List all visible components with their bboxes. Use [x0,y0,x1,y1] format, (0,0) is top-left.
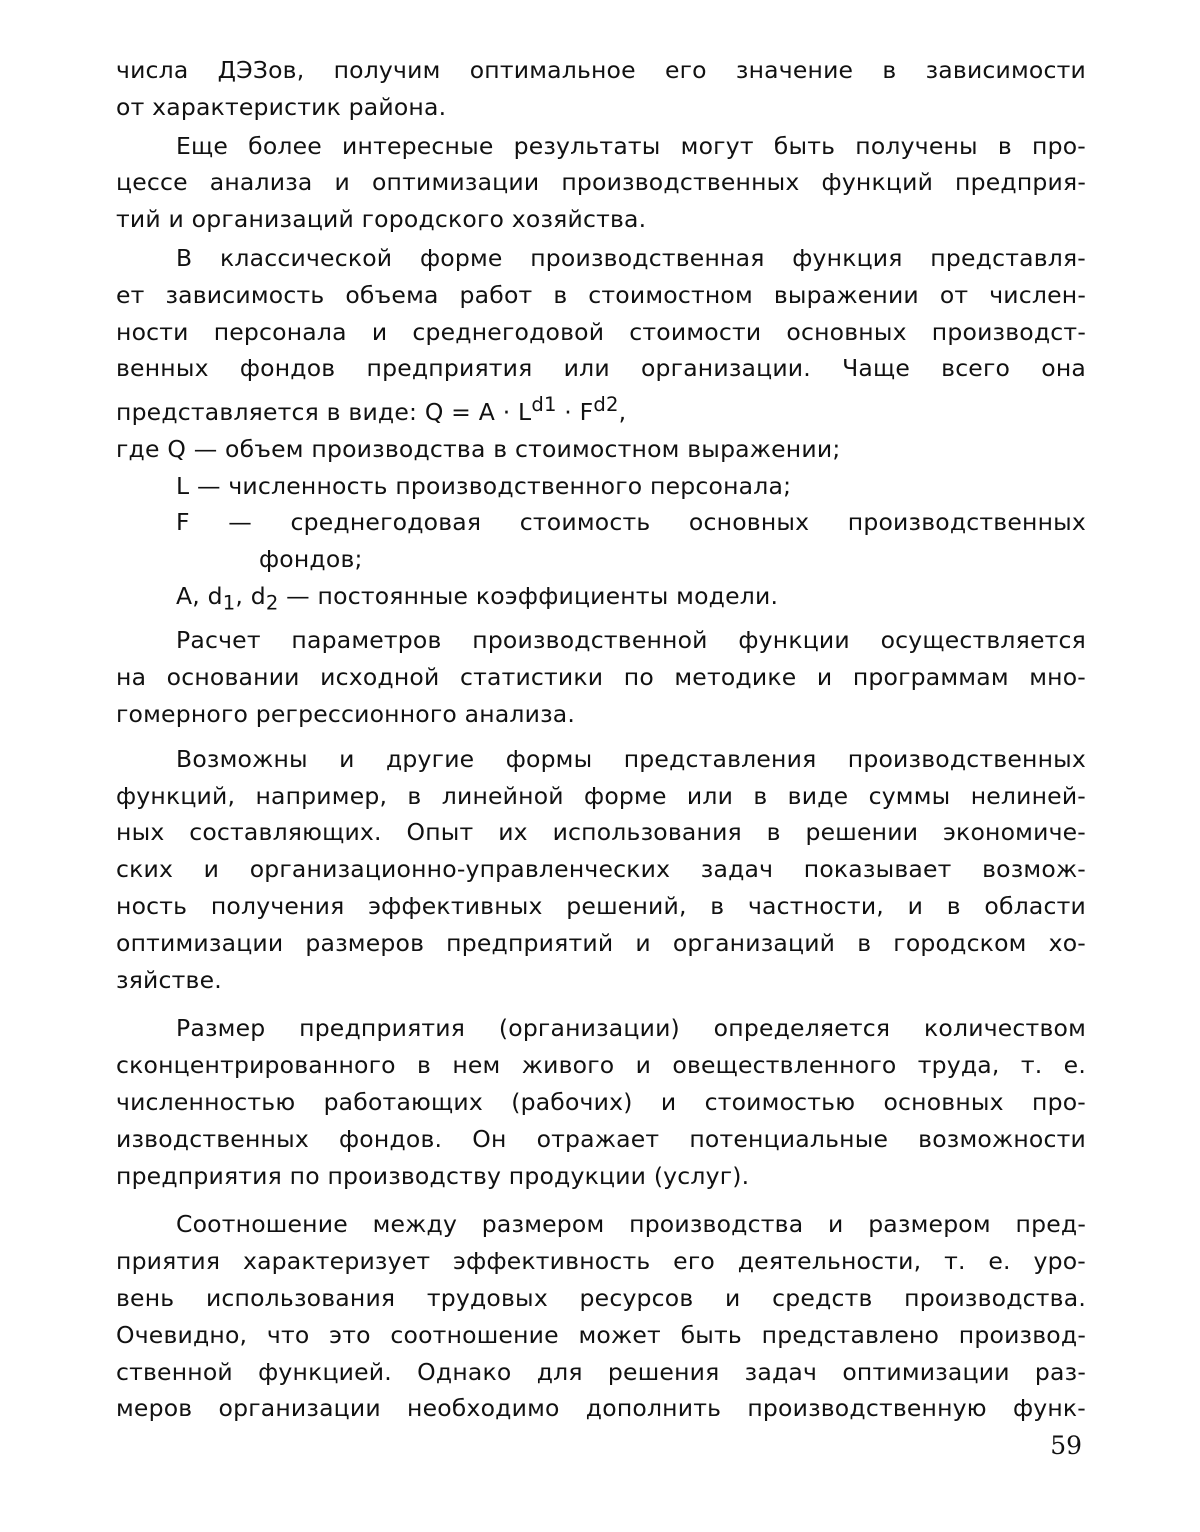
text-line: предприятия по производству продукции (услуг). [116,1161,750,1190]
text-line: Возможны и другие формы представления производственных [176,744,1086,773]
page-body [116,52,1086,1427]
coef-text: A, d [176,581,223,610]
formula-end: , [618,398,627,426]
text-line: ных составляющих. Опыт их использования в решении экономиче- [116,818,1086,847]
text-line: меров организации необходимо дополнить производственную функ- [116,1394,1086,1423]
text-line: фондов; [259,545,363,574]
coefficients-line [116,578,1086,622]
text-line: от характеристик района. [116,92,447,121]
text-line: ственной функцией. Однако для решения задач оптимизации раз- [116,1357,1086,1386]
text-line: сконцентрированного в нем живого и овеществленного труда, т. е. [116,1051,1086,1080]
page-number: 59 [1050,1431,1082,1460]
text-line: ности персонала и среднегодовой стоимости основных производст- [116,317,1086,346]
text-line: изводственных фондов. Он отражает потенциальные возможности [116,1124,1086,1153]
text-line: численностью работающих (рабочих) и стоимостью основных про- [116,1088,1086,1117]
text-line: вень использования трудовых ресурсов и средств производства. [116,1284,1086,1313]
text-line: оптимизации размеров предприятий и организаций в городском хо- [116,928,1086,957]
text-line: числа ДЭЗов, получим оптимальное его значение в зависимости [116,56,1086,84]
coef-sub-2: 2 [265,591,279,615]
text-line: где Q — объем производства в стоимостном выражении; [116,434,841,463]
coef-text-d2: , d [235,581,266,610]
text-line: тий и организаций городского хозяйства. [116,205,647,234]
formula-text: представляется в виде: Q = A · L [116,398,532,426]
text-line: Соотношение между размером производства и размером пред- [176,1210,1086,1239]
text-line: Размер предприятия (организации) определяется количеством [176,1014,1086,1043]
text-line: на основании исходной статистики по методике и программам мно- [116,663,1086,692]
text-line: ность получения эффективных решений, в частности, и в области [116,892,1086,921]
text-line: Очевидно, что это соотношение может быть представлено производ- [116,1320,1086,1349]
coef-sub-1: 1 [222,591,236,615]
text-line: функций, например, в линейной форме или в виде суммы нелиней- [116,781,1086,810]
formula-exponent-d2: d2 [593,393,619,417]
text-line: ет зависимость объема работ в стоимостном выражении от числен- [116,280,1086,309]
coef-description: — постоянные коэффициенты модели. [278,581,779,610]
text-line: Еще более интересные результаты могут быть получены в про- [176,131,1086,160]
formula-line [116,387,1086,431]
text-line: F — среднегодовая стоимость основных производственных [176,508,1086,537]
text-line: ских и организационно-управленческих задач показывает возмож- [116,855,1086,884]
formula-exponent-d1: d1 [531,393,557,417]
text-line: гомерного регрессионного анализа. [116,700,576,729]
text-line: венных фондов предприятия или организации. Чаще всего она [116,354,1086,383]
text-line: приятия характеризует эффективность его деятельности, т. е. уро- [116,1247,1086,1276]
text-line: Расчет параметров производственной функции осуществляется [176,626,1086,655]
text-line: В классической форме производственная функция представля- [176,243,1086,272]
formula-text-f: · F [556,398,594,426]
text-line: цессе анализа и оптимизации производственных функций предприя- [116,168,1086,197]
text-line: зяйстве. [116,965,222,994]
text-line: L — численность производственного персонала; [176,471,792,500]
